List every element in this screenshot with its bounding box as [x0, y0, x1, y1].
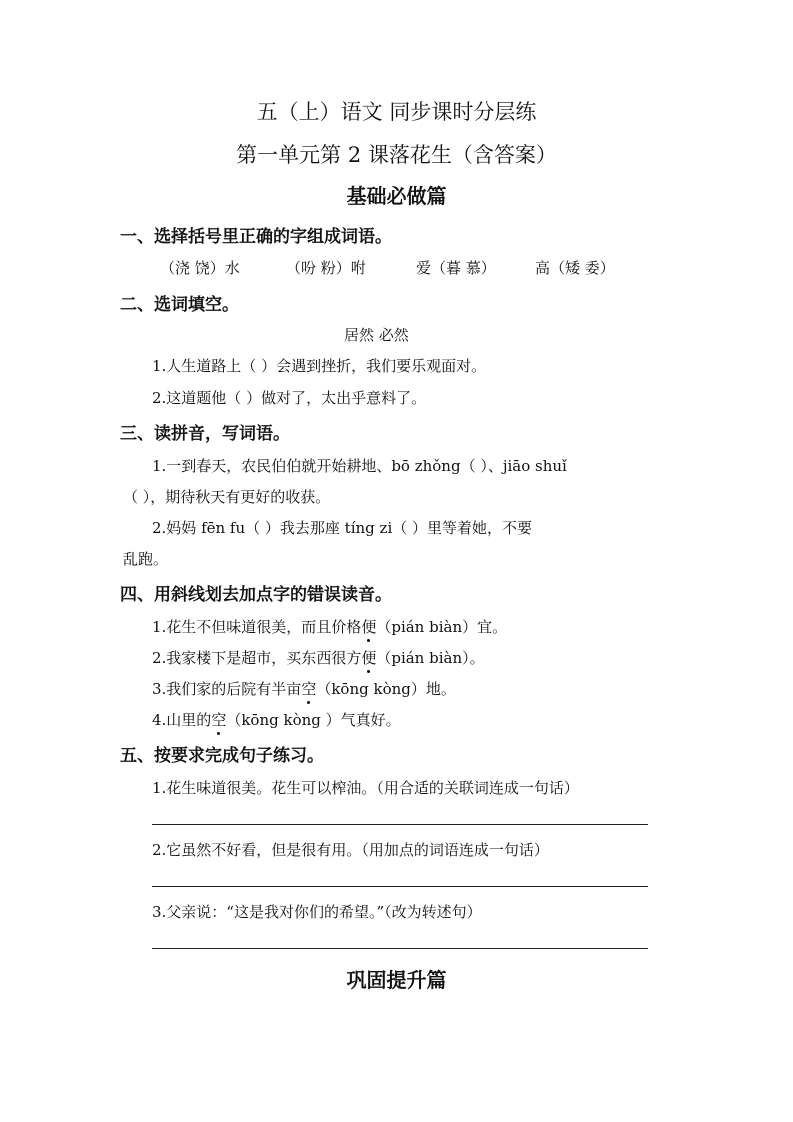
section-advanced-title: 巩固提升篇: [346, 968, 447, 992]
q2-line-2: 2.这道题他（ ）做对了，太出乎意料了。: [152, 389, 427, 407]
answer-line-3[interactable]: [152, 948, 648, 949]
q4-line-2-dotted-char: 便: [361, 649, 377, 667]
q2-heading: 二、选词填空。: [120, 295, 239, 315]
q4-line-1-pre: 1.花生不但味道很美，而且价格: [152, 618, 362, 636]
q5-heading: 五、按要求完成句子练习。: [120, 746, 324, 766]
q1-item-1: （浇 饶）水: [160, 259, 240, 277]
q4-line-3-dotted-char: 空: [301, 680, 317, 698]
q4-line-2: [152, 647, 485, 668]
q4-line-1: [152, 616, 507, 637]
q1-item-2: （吩 粉）咐: [286, 259, 366, 277]
q4-line-3: [152, 678, 456, 699]
q4-line-1-post: （pián biàn）宜。: [376, 618, 508, 636]
q4-line-4: [152, 709, 401, 730]
doc-title: 五（上）语文 同步课时分层练: [256, 100, 537, 124]
q4-heading: 四、用斜线划去加点字的错误读音。: [120, 585, 392, 605]
q1-item-3: 爱（暮 慕）: [416, 259, 496, 277]
q1-item-4: 高（矮 委）: [535, 259, 615, 277]
q2-options: 居然 必然: [344, 326, 409, 344]
q4-line-3-pre: 3.我们家的后院有半亩: [152, 680, 302, 698]
q4-line-2-pre: 2.我家楼下是超市，买东西很方: [152, 649, 362, 667]
answer-line-2[interactable]: [152, 886, 648, 887]
q3-line-4: 乱跑。: [123, 550, 169, 568]
q3-line-2: （ ），期待秋天有更好的收获。: [123, 488, 331, 506]
q3-line-1: 1.一到春天，农民伯伯就开始耕地、bō zhǒng（ ）、jiāo shuǐ: [152, 457, 567, 475]
q4-line-4-pre: 4.山里的: [152, 711, 212, 729]
q5-line-1: 1.花生味道很美。花生可以榨油。（用合适的关联词连成一句话）: [152, 779, 579, 797]
q4-line-1-dotted-char: 便: [361, 618, 377, 636]
q5-line-2: 2.它虽然不好看，但是很有用。（用加点的词语连成一句话）: [152, 841, 549, 859]
q2-line-1: 1.人生道路上（ ）会遇到挫折，我们要乐观面对。: [152, 357, 487, 375]
q4-line-4-dotted-char: 空: [211, 711, 227, 729]
doc-subtitle: 第一单元第 2 课落花生（含答案）: [236, 143, 557, 167]
q5-line-3: 3.父亲说：“这是我对你们的希望。”（改为转述句）: [152, 903, 482, 921]
q4-line-3-post: （kōng kòng）地。: [316, 680, 456, 698]
q3-line-3: 2.妈妈 fēn fu（ ）我去那座 tíng zi（ ）里等着她，不要: [152, 519, 533, 537]
q3-heading: 三、读拼音，写词语。: [120, 424, 290, 444]
q4-line-2-post: （pián biàn）。: [376, 649, 485, 667]
q1-heading: 一、选择括号里正确的字组成词语。: [120, 227, 392, 247]
section-basic-title: 基础必做篇: [346, 184, 447, 208]
q4-line-4-post: （kōng kòng ）气真好。: [226, 711, 401, 729]
answer-line-1[interactable]: [152, 824, 648, 825]
